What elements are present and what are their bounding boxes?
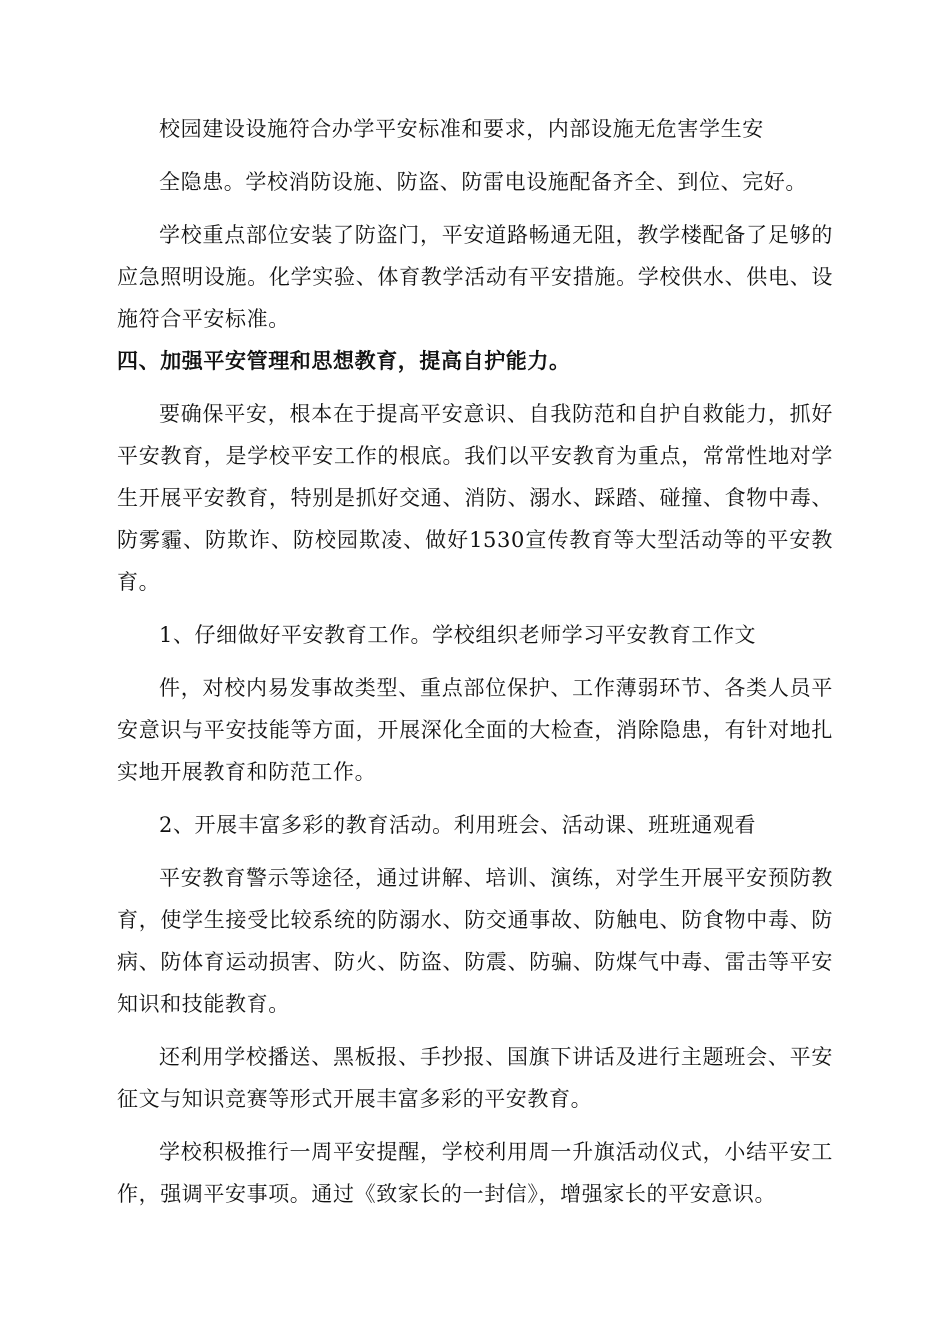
paragraph-item-2-title: 2、开展丰富多彩的教育活动。利用班会、活动课、班班通观看 (159, 813, 757, 837)
paragraph-facilities-3: 学校重点部位安装了防盗门，平安道路畅通无阻，教学楼配备了足够的应急照明设施。化学实验、体育教学活动有平安措施。学校供水、供电、设施符合平安标准。 (117, 223, 833, 331)
section-heading-four: 四、加强平安管理和思想教育，提高自护能力。 (117, 348, 571, 373)
paragraph-facilities-2: 全隐患。学校消防设施、防盗、防雷电设施配备齐全、到位、完好。 (159, 170, 807, 194)
paragraph-safety-education: 要确保平安，根本在于提高平安意识、自我防范和自护自救能力，抓好平安教育，是学校平安工作的根底。我们以平安教育为重点，常常性地对学生开展平安教育，特别是抓好交通、消防、溺水、踩踏、碰撞、食物中毒、防雾霾、防欺诈、防校园欺凌、做好1530宣传教育等大型活动等的平安教育。 (117, 402, 833, 594)
paragraph-broadcast: 还利用学校播送、黑板报、手抄报、国旗下讲话及进行主题班会、平安征文与知识竞赛等形式开展丰富多彩的平安教育。 (117, 1045, 833, 1111)
paragraph-facilities-1: 校园建设设施符合办学平安标准和要求，内部设施无危害学生安 (159, 117, 764, 141)
paragraph-item-2-body: 平安教育警示等途径，通过讲解、培训、演练，对学生开展平安预防教育，使学生接受比较系统的防溺水、防交通事故、防触电、防食物中毒、防病、防体育运动损害、防火、防盗、防震、防骗、防煤气中毒、雷击等平安知识和技能教育。 (117, 866, 833, 1016)
paragraph-item-1-title: 1、仔细做好平安教育工作。学校组织老师学习平安教育工作文 (159, 623, 757, 647)
paragraph-weekly-reminder: 学校积极推行一周平安提醒，学校利用周一升旗活动仪式，小结平安工作，强调平安事项。通过《致家长的一封信》，增强家长的平安意识。 (117, 1140, 833, 1206)
paragraph-item-1-body: 件，对校内易发事故类型、重点部位保护、工作薄弱环节、各类人员平安意识与平安技能等方面，开展深化全面的大检查，消除隐患，有针对地扎实地开展教育和防范工作。 (117, 676, 833, 784)
document-page (117, 108, 833, 1215)
